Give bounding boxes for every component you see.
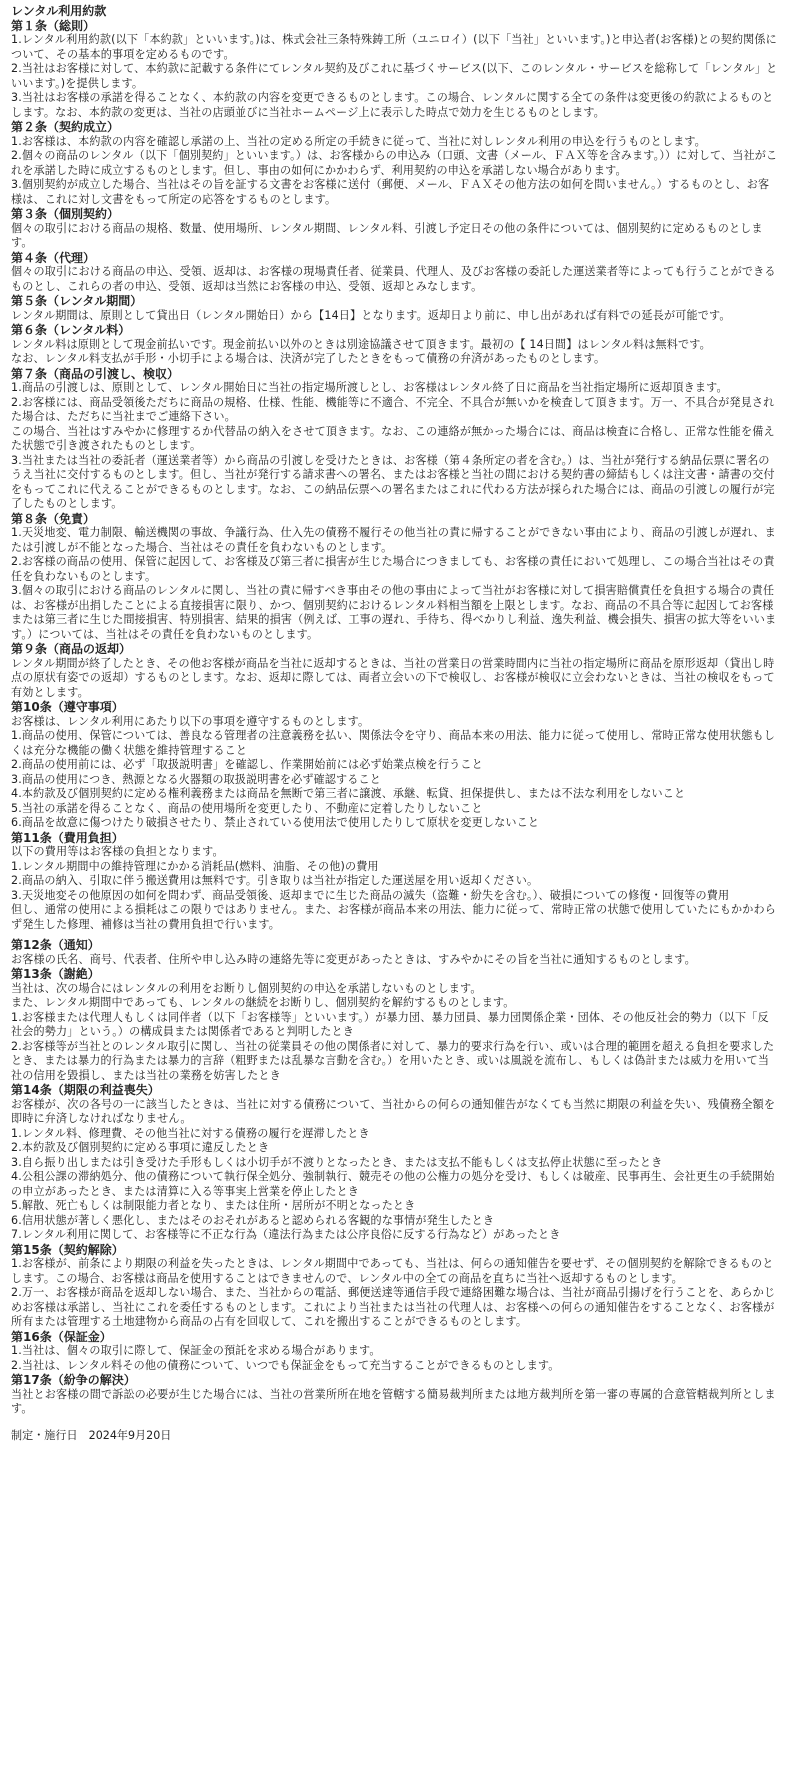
- article-paragraph: 1.商品の引渡しは、原則として、レンタル開始日に当社の指定場所渡しとし、お客様はレンタル終了日に商品を当社指定場所に返却頂きます。: [11, 381, 728, 394]
- article-paragraph: 4.公租公課の滞納処分、他の債務について執行保全処分、強制執行、競売その他の公権力の処分を受け、もしくは破産、民事再生、会社更生の手続開始の申立があったとき、または清算に入る等事実上営業を停止したとき: [11, 1170, 775, 1198]
- article-heading: 第２条（契約成立）: [11, 120, 120, 134]
- article-paragraph: 3.商品の使用につき、熱源となる火器類の取扱説明書を必ず確認すること: [11, 772, 382, 786]
- enactment-date: 制定・施行日 2024年9月20日: [11, 1428, 172, 1442]
- article-paragraph: 6.信用状態が著しく悪化し、またはそのおそれがあると認められる客観的な事情が発生したとき: [11, 1213, 495, 1227]
- article-paragraph: お客様が、次の各号の一に該当したときは、当社に対する債務について、当社からの何らの通知催告がなくても当然に期限の利益を失い、残債務全額を即時に弁済しなければなりません。: [11, 1097, 776, 1125]
- articles-container: [11, 19, 779, 1417]
- article-heading: 第16条（保証金）: [11, 1329, 112, 1344]
- article-paragraph: 1.天災地変、電力制限、輸送機関の事故、争議行為、仕入先の債務不履行その他当社の責に帰することができない事由により、商品の引渡しが遅れ、または引渡しが不能となった場合、当社はその責任を負わないものとします。: [11, 526, 776, 554]
- article-section: [11, 1083, 779, 1243]
- article-section: [11, 19, 779, 121]
- article-paragraph: 2.お客様には、商品受領後ただちに商品の規格、仕様、性能、機能等に不適合、不完全、不具合が無いかを検査して頂きます。万一、不具合が発見された場合は、ただちに当社までご連絡下さい。: [11, 395, 775, 423]
- article-paragraph: 3.当社はお客様の承諾を得ることなく、本約款の内容を変更できるものとします。この場合、レンタルに関する全ての条件は変更後の約款によるものとします。なお、本約款の変更は、当社の店頭並びに当社ホームページ上に表示した時点で効力を生じるものとします。: [11, 91, 774, 119]
- article-paragraph: 個々の取引における商品の申込、受領、返却は、お客様の現場責任者、従業員、代理人、及びお客様の委託した運送業者等によっても行うことができるものとし、これらの者の申込、受領、返却は当然にお客様の申込、受領、返却とみなします。: [11, 265, 776, 293]
- article-section: [11, 967, 779, 1083]
- article-section: [11, 700, 779, 831]
- article-section: [11, 207, 779, 251]
- article-paragraph: 当社は、次の場合にはレンタルの利用をお断りし個別契約の申込を承諾しないものとします。: [11, 981, 482, 995]
- article-paragraph: 2.商品の使用前には、必ず「取扱説明書」を確認し、作業開始前には必ず始業点検を行うこと: [11, 758, 483, 771]
- article-paragraph: 以下の費用等はお客様の負担となります。: [11, 845, 224, 858]
- article-paragraph: 2.商品の納入、引取に伴う搬送費用は無料です。引き取りは当社が指定した運送屋を用い返却ください。: [11, 874, 539, 887]
- article-heading: 第５条（レンタル期間）: [11, 294, 143, 308]
- article-heading: 第４条（代理）: [11, 250, 96, 265]
- article-heading: 第15条（契約解除）: [11, 1242, 124, 1257]
- article-paragraph: 1.商品の使用、保管については、善良なる管理者の注意義務を払い、関係法令を守り、商品本来の用法、能力に従って使用し、常時正常な使用状態もしくは充分な機能の働く状態を維持管理すること: [11, 729, 776, 757]
- article-paragraph: 2.本約款及び個別契約に定める事項に違反したとき: [11, 1141, 270, 1154]
- article-paragraph: 1.レンタル料、修理費、その他当社に対する債務の履行を遅滞したとき: [11, 1126, 370, 1140]
- article-paragraph: レンタル料は原則として現金前払いです。現金前払い以外のときは別途協議させて頂きます。最初の【 14日間】はレンタル料は無料です。: [11, 337, 711, 351]
- article-section: [11, 323, 779, 367]
- article-heading: 第12条（通知）: [11, 938, 100, 952]
- article-heading: 第７条（商品の引渡し、検収）: [11, 366, 180, 381]
- article-paragraph: 1.レンタル利用約款(以下「本約款」といいます。)は、株式会社三条特殊鋳工所（ユニロイ）(以下「当社」といいます。)と申込者(お客様)との契約関係について、その基本的事項を定めるものです。: [11, 33, 777, 61]
- article-paragraph: 2.当社はお客様に対して、本約款に記載する条件にてレンタル契約及びこれに基づくサービス(以下、このレンタル・サービスを総称して「レンタル」といいます。)を提供します。: [11, 62, 778, 90]
- article-paragraph: 3.自ら振り出しまたは引き受けた手形もしくは小切手が不渡りとなったとき、または支払不能もしくは支払停止状態に至ったとき: [11, 1155, 663, 1169]
- article-heading: 第17条（紛争の解決）: [11, 1373, 136, 1387]
- article-section: [11, 512, 779, 643]
- article-paragraph: 1.お客様が、前条により期限の利益を失ったときは、レンタル期間中であっても、当社は、何らの通知催告を要せず、その個別契約を解除できるものとします。この場合、お客様は商品を使用することはできませんので、レンタル中の全ての商品を直ちに当社へ返却するものとします。: [11, 1257, 774, 1285]
- article-paragraph: 3.天災地変その他原因の如何を問わず、商品受領後、返却までに生じた商品の滅失（盗難・紛失を含む。）、破損についての修復・回復等の費用: [11, 888, 730, 902]
- article-heading: 第９条（商品の返却）: [11, 642, 132, 656]
- article-heading: 第13条（謝絶）: [11, 967, 100, 981]
- article-paragraph: 1.お客様は、本約款の内容を確認し承諾の上、当社の定める所定の手続きに従って、当社に対しレンタル利用の申込を行うものとします。: [11, 134, 706, 148]
- article-paragraph: また、レンタル期間中であっても、レンタルの継続をお断りし、個別契約を解約するものとします。: [11, 996, 515, 1009]
- article-paragraph: 1.お客様または代理人もしくは同伴者（以下「お客様等」といいます。）が暴力団、暴力団員、暴力団関係企業・団体、その他反社会的勢力（以下「反社会的勢力」という。）の構成員または関係者であると判明したとき: [11, 1010, 769, 1038]
- article-paragraph: 個々の取引における商品の規格、数量、使用場所、レンタル期間、レンタル料、引渡し予定日その他の条件については、個別契約に定めるものとします。: [11, 221, 763, 249]
- article-section: [11, 294, 779, 323]
- article-paragraph: 2.万一、お客様が商品を返却しない場合、また、当社からの電話、郵便送達等通信手段で連絡困難な場合は、当社が商品引揚げを行うことを、あらかじめお客様は承諾し、当社にこれを委任するものとします。これにより当社または当社の代理人は、お客様への何らの通知催告をすることなく、お客様が所有または管理する土地建物から商品の占有を回収して、これを搬出することができるものとします。: [11, 1286, 776, 1328]
- article-paragraph: 1.レンタル期間中の維持管理にかかる消耗品(燃料、油脂、その他)の費用: [11, 859, 379, 873]
- article-paragraph: お客様の氏名、商号、代表者、住所や申し込み時の連絡先等に変更があったときは、すみやかにその旨を当社に通知するものとします。: [11, 952, 696, 966]
- article-paragraph: 6.商品を故意に傷つけたり破損させたり、禁止されている使用法で使用したりして原状を変更しないこと: [11, 816, 540, 829]
- article-paragraph: レンタル期間が終了したとき、その他お客様が商品を当社に返却するときは、当社の営業日の営業時間内に当社の指定場所に商品を原形返却（貸出し時点の原状有姿での返却）するものとします。なお、返却に際しては、両者立会いの下で検収し、お客様が検収に立会わないときは、当社の検収をもって有効とします。: [11, 656, 775, 699]
- article-heading: 第８条（免責）: [11, 511, 96, 526]
- article-paragraph: 5.当社の承諾を得ることなく、商品の使用場所を変更したり、不動産に定着したりしないこと: [11, 801, 483, 815]
- article-paragraph: 但し、通常の使用による損耗はこの限りではありません。また、お客様が商品本来の用法、能力に従って、常時正常の状態で使用していたにもかかわらず発生した修理、補修は当社の費用負担で行います。: [11, 903, 777, 931]
- article-heading: 第11条（費用負担）: [11, 830, 124, 845]
- article-section: [11, 367, 779, 512]
- article-paragraph: 3.当社または当社の委託者（運送業者等）から商品の引渡しを受けたときは、お客様（第４条所定の者を含む。）は、当社が発行する納品伝票に署名のうえ当社に交付するものとします。但し、当社が発行する請求書への署名、またはお客様と当社の間における契約書の締結もしくは注文書・請書の交付をもってこれに代えることができるものとします。なお、この納品伝票への署名またはこれに代わる方法が採られた場合には、商品の引渡しの履行が完了したものとします。: [11, 453, 775, 510]
- article-paragraph: なお、レンタル料支払が手形・小切手による場合は、決済が完了したときをもって債務の弁済があったものとします。: [11, 352, 606, 365]
- article-heading: 第６条（レンタル料）: [11, 323, 131, 337]
- article-paragraph: 2.個々の商品のレンタル（以下「個別契約」といいます。）は、お客様からの申込み（口頭、文書（メール、ＦＡＸ等を含みます。））に対して、当社がこれを承諾した時に成立するものとします。但し、事由の如何にかかわらず、利用契約の申込を承諾しない場合があります。: [11, 149, 778, 177]
- article-heading: 第10条（遵守事項）: [11, 700, 124, 714]
- article-section: [11, 831, 779, 939]
- article-paragraph: レンタル期間は、原則として貸出日（レンタル開始日）から【14日】となります。返却日より前に、申し出があれば有料での延長が可能です。: [11, 308, 731, 322]
- article-paragraph: 7.レンタル利用に関して、お客様等に不正な行為（違法行為または公序良俗に反する行為など）があったとき: [11, 1228, 561, 1241]
- article-paragraph: 3.個々の取引における商品のレンタルに関し、当社の責に帰すべき事由その他の事由によって当社がお客様に対して損害賠償責任を負担する場合の責任は、お客様が出捐したことによる直接損害に限り、かつ、個別契約におけるレンタル料相当額を上限とします。なお、商品の不具合等に起因してお客様または第三者に生じた間接損害、特別損害、結果的損害（例えば、工事の遅れ、手待ち、得べかりし利益、逸失利益、機会損失、損害の拡大等をいいます。）については、当社はその責任を負わないものとします。: [11, 584, 777, 641]
- article-paragraph: 1.当社は、個々の取引に際して、保証金の預託を求める場合があります。: [11, 1344, 381, 1357]
- article-paragraph: 2.当社は、レンタル料その他の債務について、いつでも保証金をもって充当することができるものとします。: [11, 1358, 560, 1372]
- article-section: [11, 120, 779, 207]
- article-paragraph: 4.本約款及び個別契約に定める権利義務または商品を無断で第三者に譲渡、承継、転貸、担保提供し、または不法な利用をしないこと: [11, 787, 686, 800]
- article-paragraph: 2.お客様等が当社とのレンタル取引に関し、当社の従業員その他の関係者に対して、暴力的要求行為を行い、或いは合理的範囲を超える負担を要求したとき、または暴力的行為または暴力的言辞（粗野または乱暴な言動を含む。）を用いたとき、或いは風説を流布し、もしくは偽計または威力を用いて当社の信用を毀損し、または当社の業務を妨害したとき: [11, 1039, 775, 1082]
- article-section: [11, 251, 779, 295]
- article-section: [11, 1243, 779, 1330]
- article-paragraph: 2.お客様の商品の使用、保管に起因して、お客様及び第三者に損害が生じた場合につきましても、お客様の責任において処理し、この場合当社はその責任を負わないものとします。: [11, 555, 775, 583]
- article-heading: 第３条（個別契約）: [11, 207, 120, 221]
- document-title: レンタル利用約款: [11, 4, 107, 18]
- article-paragraph: 5.解散、死亡もしくは制限能力者となり、または住所・居所が不明となったとき: [11, 1199, 416, 1212]
- article-section: [11, 642, 779, 700]
- article-paragraph: 当社とお客様の間で訴訟の必要が生じた場合には、当社の営業所所在地を管轄する簡易裁判所または地方裁判所を第一審の専属的合意管轄裁判所とします。: [11, 1387, 776, 1415]
- article-heading: 第１条（総則）: [11, 18, 96, 33]
- article-paragraph: この場合、当社はすみやかに修理するか代替品の納入をさせて頂きます。なお、この連絡が無かった場合には、商品は検査に合格し、正常な性能を備えた状態で引き渡されたものとします。: [11, 424, 775, 452]
- article-paragraph: お客様は、レンタル利用にあたり以下の事項を遵守するものとします。: [11, 714, 370, 728]
- article-paragraph: 3.個別契約が成立した場合、当社はその旨を証する文書をお客様に送付（郵便、メール、ＦＡＸその他方法の如何を問いません。）するものとし、お客様は、これに対し文書をもって所定の応答をするものとします。: [11, 178, 770, 206]
- article-heading: 第14条（期限の利益喪失）: [11, 1083, 160, 1097]
- article-section: [11, 1373, 779, 1417]
- article-section: [11, 1330, 779, 1374]
- article-section: [11, 938, 779, 967]
